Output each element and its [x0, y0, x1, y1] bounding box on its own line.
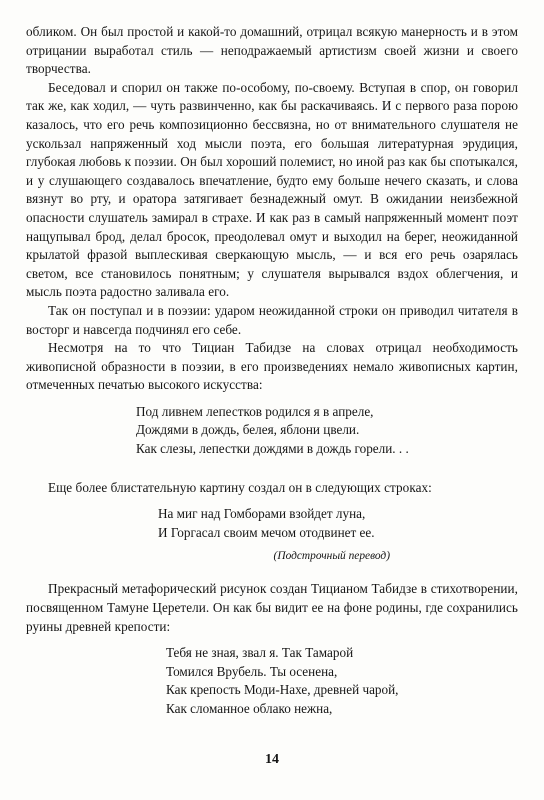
translation-note: (Подстрочный перевод): [273, 550, 390, 563]
verse-line: Как сломанное облако нежна,: [166, 701, 333, 716]
verse-block-2: [158, 505, 518, 542]
paragraph-1: обликом. Он был простой и какой-то домашний, отрицал всякую манерность и в этом отрицании выработал стиль — неподражаемый артистизм своей жизни и своего творчества.: [26, 24, 518, 77]
verse-line: И Горгасал своим мечом отодвинет ее.: [158, 524, 375, 540]
verse-line: Дождями в дождь, белея, яблони цвели.: [136, 422, 360, 438]
verse-line: Тебя не зная, звал я. Так Тамарой: [166, 645, 354, 661]
verse-line: Как слезы, лепестки дождями в дождь горели. . .: [136, 441, 409, 457]
paragraph-4: Несмотря на то что Тициан Табидзе на словах отрицал необходимость живописной образности в поэзии, в его произведениях немало живописных картин, отмеченных печатью высокого искусства:: [26, 340, 518, 393]
verse-line: Томился Врубель. Ты осенена,: [166, 663, 338, 679]
paragraph-5: Еще более блистательную картину создал он в следующих строках:: [48, 479, 432, 495]
verse-line: На миг над Гомборами взойдет луна,: [158, 506, 366, 522]
verse-block-3: [166, 644, 518, 718]
paragraph-3: Так он поступал и в поэзии: ударом неожиданной строки он приводил читателя в восторг и навсегда подчинял его себе.: [26, 302, 518, 337]
verse-line: Как крепость Моди-Нахе, древней чарой,: [166, 682, 399, 698]
page-number: 14: [265, 752, 279, 767]
page-body: [26, 23, 518, 719]
verse-block-1: [136, 403, 518, 459]
paragraph-2: Беседовал и спорил он также по-особому, по-своему. Вступая в спор, он говорил так же, как ходил, — чуть развинченно, как бы раскачиваясь. И с первого раза порою казалось, что его речь композиционно бессвязна, но от внимательного слушателя не ускользал напряженный ход мысли поэта, его большая литературная эрудиция, глубокая любовь к поэзии. Он был хороший полемист, но иной раз как бы спотыкался, и у слушающего создавалось впечатление, будто ему больше нечего сказать, и слова вязнут во рту, и оратора затягивает безнадежный омут. В ожидании неизбежной опасности слушатель замирал в страхе. И как раз в самый напряженный момент поэт нащупывал брод, делал бросок, преодолевал омут и выходил на берег, неожиданной крылатой фразой выплескивая сверкающую мысль, — и вся его речь озарялась светом, все становилось понятным; у слушателя вырывался вздох облегчения, и мысль поэта радостно заливала его.: [26, 79, 518, 300]
verse-line: Под ливнем лепестков родился я в апреле,: [136, 403, 374, 419]
paragraph-6: Прекрасный метафорический рисунок создан Тицианом Табидзе в стихотворении, посвященном Тамуне Церетели. Он как бы видит ее на фоне родины, где сохранились руины древней крепости:: [26, 581, 518, 634]
